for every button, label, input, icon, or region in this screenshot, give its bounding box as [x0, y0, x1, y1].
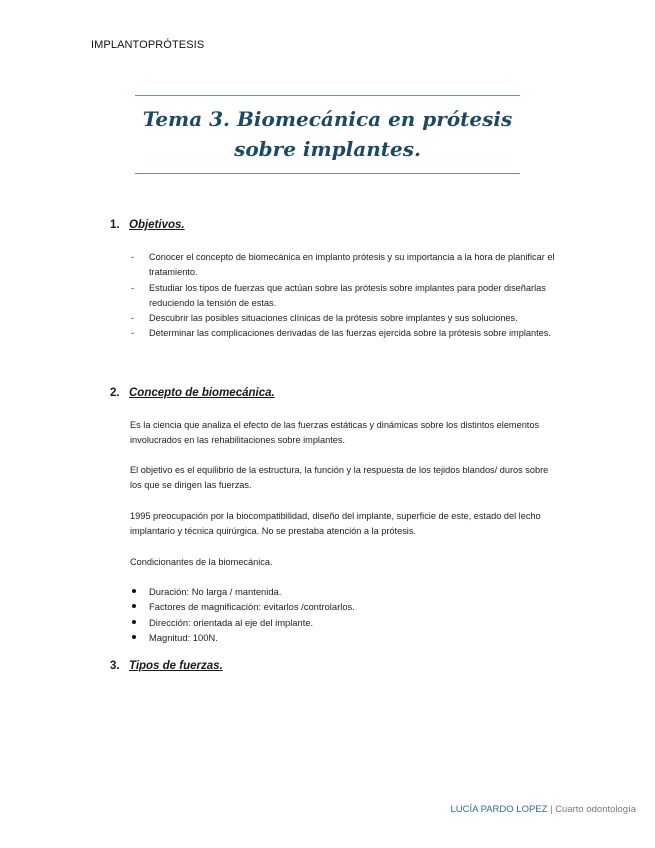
- concept-paragraph-conditioning: Condicionantes de la biomecánica.: [130, 557, 273, 567]
- list-item: [131, 630, 355, 645]
- section-number: 3.: [110, 660, 120, 672]
- bullet-icon: [132, 589, 136, 593]
- footer-separator: |: [547, 804, 556, 815]
- list-item: [131, 250, 556, 281]
- section-number: 2.: [110, 387, 120, 399]
- list-item-text: Factores de magnificación: evitarlos /controlarlos.: [149, 601, 355, 613]
- concept-paragraph-history: 1995 preocupación por la biocompatibilidad, diseño del implante, superficie de este, estado del lecho implantario y técnica quirúrgica. No se prestaba atención a la prótesis.: [130, 511, 541, 537]
- list-item: [131, 615, 355, 630]
- concept-paragraph-objective: El objetivo es el equilibrio de la estructura, la función y la respuesta de los tejidos blandos/ duros sobre los que se dirigen las fuerzas.: [130, 465, 549, 491]
- footer-author: LUCÍA PARDO LOPEZ: [450, 804, 548, 815]
- dash-marker: -: [131, 328, 135, 339]
- list-item-text: Duración: No larga / mantenida.: [149, 586, 282, 597]
- section-title: Objetivos.: [129, 219, 185, 231]
- list-item-text: Descubrir las posibles situaciones clínicas de la prótesis sobre implantes y sus soluciones.: [149, 313, 518, 324]
- title-line-2: sobre implantes.: [234, 137, 421, 161]
- concept-paragraph-definition: Es la ciencia que analiza el efecto de las fuerzas estáticas y dinámicas sobre los distintos elementos involucrados en las rehabilitaciones sobre implantes.: [130, 420, 540, 446]
- list-item: [131, 326, 556, 341]
- list-item-text: Magnitud: 100N.: [149, 631, 218, 643]
- conditioning-list: [131, 584, 355, 645]
- footer-course: Cuarto odontología: [555, 804, 636, 815]
- section-heading-objetivos: [110, 219, 185, 231]
- title-bottom-rule: [135, 173, 520, 174]
- objectives-list: [131, 250, 556, 342]
- list-item-text: Estudiar los tipos de fuerzas que actúan sobre las prótesis sobre implantes para poder diseñarlas reduciendo la tensión de estas.: [149, 282, 546, 308]
- dash-marker: -: [131, 313, 135, 324]
- section-title: Concepto de biomecánica.: [129, 387, 275, 399]
- section-title: Tipos de fuerzas.: [129, 660, 223, 672]
- section-heading-concepto: [110, 387, 275, 399]
- title-top-rule: [135, 95, 520, 96]
- section-heading-tipos: [110, 660, 223, 672]
- list-item-text: Conocer el concepto de biomecánica en implanto prótesis y su importancia a la hora de planificar el tratamiento.: [149, 252, 555, 278]
- bullet-icon: [132, 604, 136, 608]
- dash-marker: -: [131, 252, 135, 262]
- section-number: 1.: [110, 219, 120, 231]
- list-item-text: Dirección: orientada al eje del implante.: [149, 616, 314, 628]
- list-item: [131, 281, 556, 312]
- list-item-text: Determinar las complicaciones derivadas de las fuerzas ejercida sobre la prótesis sobre implantes.: [149, 328, 551, 339]
- list-item: [131, 311, 556, 326]
- document-title: [135, 104, 520, 164]
- dash-marker: -: [131, 282, 135, 293]
- title-line-1: Tema 3. Biomecánica en prótesis: [142, 107, 513, 131]
- page-footer: [450, 804, 636, 815]
- page-header: IMPLANTOPRÓTESIS: [91, 39, 205, 51]
- list-item: [131, 599, 355, 614]
- list-item: [131, 584, 355, 599]
- bullet-icon: [132, 635, 136, 639]
- bullet-icon: [132, 620, 136, 624]
